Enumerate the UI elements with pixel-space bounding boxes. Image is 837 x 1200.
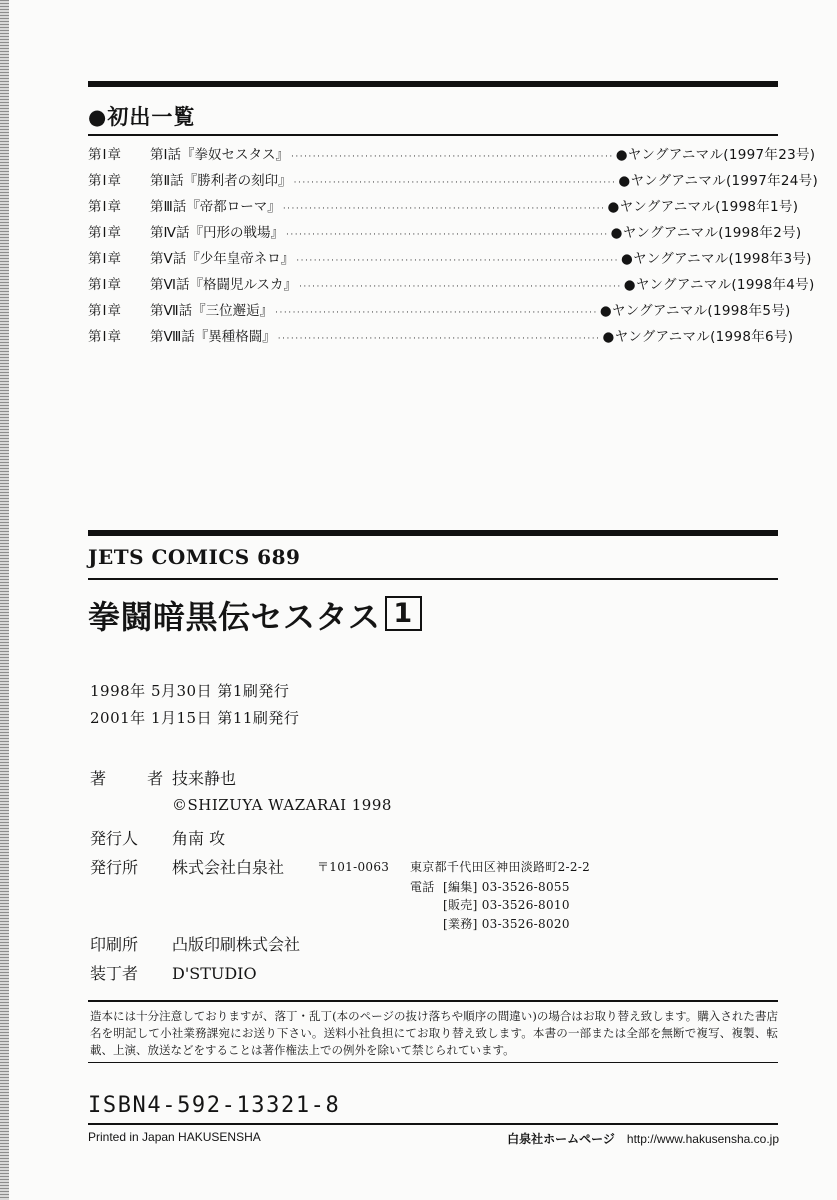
homepage-url[interactable]: http://www.hakusensha.co.jp [626, 1132, 779, 1146]
series-name: JETS COMICS 689 [88, 545, 301, 569]
postal-code: 〒101-0063 [317, 860, 390, 874]
phone-number: 03-3526-8010 [481, 898, 570, 912]
toc-episode: 第Ⅳ話 [150, 225, 190, 241]
homepage-label: 白泉社ホームページ [507, 1132, 615, 1146]
issuer-name: 角南 攻 [172, 829, 226, 848]
toc-chapter: 第Ⅰ章 [88, 147, 122, 163]
toc-title: 『帝都ローマ』 [186, 199, 281, 215]
leader-dots: ·········································································· [293, 178, 617, 188]
toc-row [88, 221, 802, 247]
leader-dots: ·········································································· [282, 204, 606, 214]
toc-chapter: 第Ⅰ章 [88, 303, 122, 319]
publisher-name: 株式会社白泉社 [172, 858, 285, 877]
copyright-notice: ©SHIZUYA WAZARAI 1998 [172, 796, 392, 814]
issuer-label: 発行人 [90, 829, 139, 848]
book-title [88, 592, 422, 638]
phone-dept: [編集] [443, 880, 478, 894]
leader-dots: ·········································································· [277, 334, 601, 344]
designer-row [90, 961, 257, 984]
toc-source: ●ヤングアニマル(1998年1号) [607, 199, 799, 215]
toc-source: ●ヤングアニマル(1997年23号) [615, 147, 816, 163]
toc-title: 『三位邂逅』 [192, 303, 274, 319]
phone-dept: [業務] [443, 917, 478, 931]
publisher-address: 東京都千代田区神田淡路町2-2-2 [410, 860, 591, 874]
author-row [90, 766, 236, 789]
leader-dots: ·········································································· [299, 282, 622, 292]
toc-title: 『勝利者の刻印』 [183, 173, 292, 189]
first-print-date: 1998年 5月30日 第1刷発行 [90, 682, 290, 700]
publisher-row [90, 855, 284, 878]
isbn-rule [88, 1123, 778, 1125]
toc-source: ●ヤングアニマル(1998年5号) [599, 303, 791, 319]
toc-heading-rule [88, 134, 778, 136]
toc-episode: 第Ⅷ話 [150, 329, 195, 345]
toc-title: 『少年皇帝ネロ』 [186, 251, 295, 267]
series-rule [88, 578, 778, 580]
publisher-label: 発行所 [90, 858, 139, 877]
toc-row [88, 169, 819, 195]
toc-source: ●ヤングアニマル(1998年2号) [610, 225, 802, 241]
toc-episode: 第Ⅰ話 [150, 147, 181, 163]
leader-dots: ·········································································· [290, 152, 614, 162]
top-thick-rule [88, 81, 778, 87]
issuer-row [90, 826, 225, 849]
toc-episode: 第Ⅶ話 [150, 303, 193, 319]
author-label: 著 者 [90, 769, 182, 788]
toc-chapter: 第Ⅰ章 [88, 225, 122, 241]
toc-episode: 第Ⅲ話 [150, 199, 187, 215]
toc-source: ●ヤングアニマル(1998年3号) [620, 251, 812, 267]
toc-source: ●ヤングアニマル(1998年4号) [623, 277, 815, 293]
designer-label: 装丁者 [90, 964, 139, 983]
toc-chapter: 第Ⅰ章 [88, 173, 122, 189]
toc-chapter: 第Ⅰ章 [88, 277, 122, 293]
leader-dots: ·········································································· [275, 308, 598, 318]
colophon-top-rule [88, 530, 778, 536]
isbn: ISBN4-592-13321-8 [88, 1093, 341, 1118]
toc-row [88, 143, 816, 169]
designer-name: D'STUDIO [172, 964, 257, 983]
latest-print-date: 2001年 1月15日 第11刷発行 [90, 709, 300, 727]
toc-chapter: 第Ⅰ章 [88, 251, 122, 267]
phone-dept: [販売] [443, 898, 478, 912]
toc-row [88, 195, 799, 221]
toc-row [88, 247, 812, 273]
leader-dots: ·········································································· [285, 230, 609, 240]
toc-title: 『円形の戦場』 [189, 225, 284, 241]
phone-row [410, 896, 570, 913]
toc-list [88, 143, 819, 351]
toc-chapter: 第Ⅰ章 [88, 199, 122, 215]
toc-row [88, 325, 794, 351]
phone-number: 03-3526-8020 [481, 917, 570, 931]
printer-label: 印刷所 [90, 935, 139, 954]
toc-episode: 第Ⅴ話 [150, 251, 187, 267]
toc-episode: 第Ⅵ話 [150, 277, 190, 293]
toc-chapter: 第Ⅰ章 [88, 329, 122, 345]
toc-title: 『拳奴セスタス』 [180, 147, 289, 163]
toc-source: ●ヤングアニマル(1997年24号) [618, 173, 819, 189]
volume-number: 1 [385, 596, 422, 631]
leader-dots: ·········································································· [296, 256, 619, 266]
toc-title: 『格闘児ルスカ』 [189, 277, 298, 293]
printer-name: 凸版印刷株式会社 [172, 935, 301, 954]
printer-row [90, 932, 300, 955]
toc-row [88, 299, 791, 325]
book-title-text: 拳闘暗黒伝セスタス [88, 598, 381, 636]
homepage [507, 1130, 779, 1147]
printed-in: Printed in Japan HAKUSENSHA [88, 1130, 261, 1144]
toc-episode: 第Ⅱ話 [150, 173, 184, 189]
toc-row [88, 273, 815, 299]
author-name: 技来静也 [172, 769, 237, 788]
page-edge-strip [0, 0, 9, 1200]
toc-title: 『異種格闘』 [194, 329, 276, 345]
phone-row [410, 878, 570, 895]
toc-source: ●ヤングアニマル(1998年6号) [602, 329, 794, 345]
phone-number: 03-3526-8055 [481, 880, 570, 894]
toc-heading: ●初出一覧 [88, 105, 196, 129]
legal-notice: 造本には十分注意しておりますが、落丁・乱丁(本のページの抜け落ちや順序の間違い)の場合はお取り替え致します。購入された書店名を明記して小社業務課宛にお送り下さい。送料小社負担にてお取り替え致します。本書の一部または全部を無断で複写、複製、転載、上演、放送などをすることは著作権法上での例外を除いて禁じられています。 [88, 1000, 778, 1063]
phone-label: 電話 [410, 880, 435, 894]
phone-row [410, 915, 570, 932]
